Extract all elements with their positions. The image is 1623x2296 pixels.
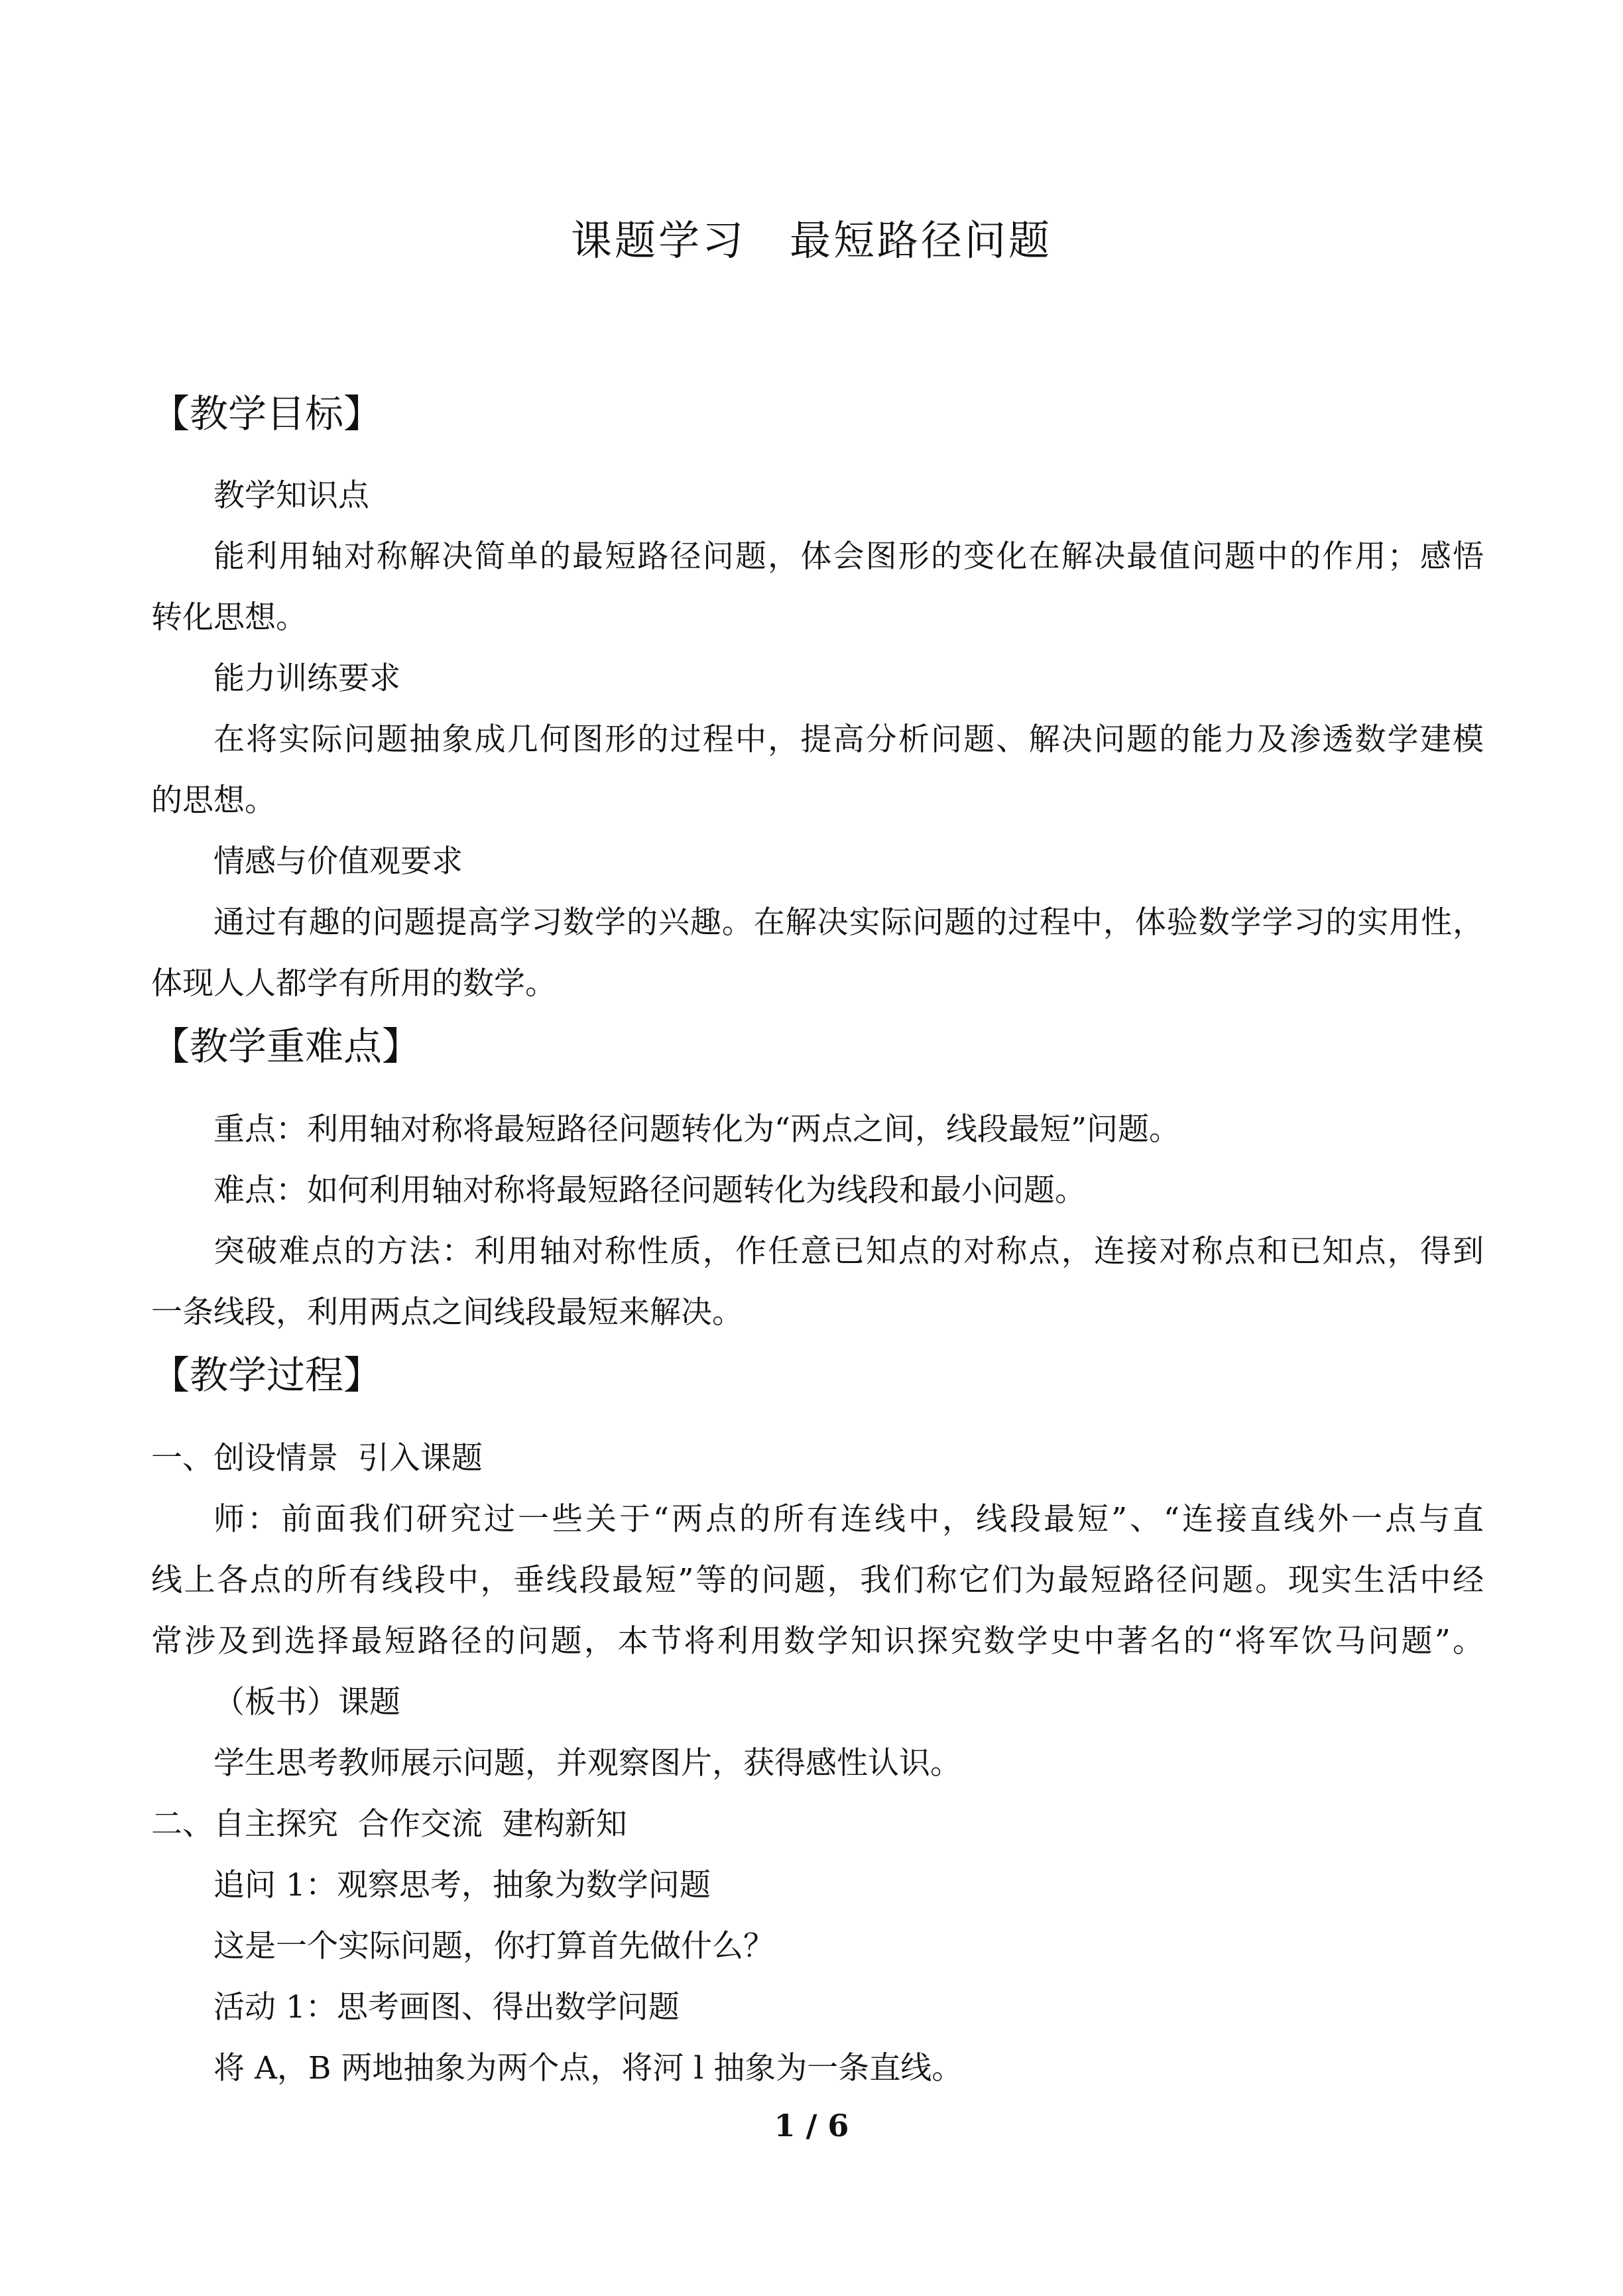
knowledge-text-line1: 能利用轴对称解决简单的最短路径问题，体会图形的变化在解决最值问题中的作用；感悟 xyxy=(213,538,1484,575)
ability-label: 能力训练要求 xyxy=(213,660,400,697)
question-text: 这是一个实际问题，你打算首先做什么？ xyxy=(213,1928,774,1964)
ability-text-line2: 的思想。 xyxy=(151,782,276,819)
abstract-text: 将 A，B 两地抽象为两个点，将河 l 抽象为一条直线。 xyxy=(213,2050,963,2086)
objectives-heading: 【教学目标】 xyxy=(151,391,383,436)
page-number: 1 / 6 xyxy=(774,2108,849,2144)
teacher-text-line1: 师：前面我们研究过一些关于“两点的所有连线中，线段最短”、“连接直线外一点与直 xyxy=(213,1501,1484,1538)
difficulty-text: 难点：如何利用轴对称将最短路径问题转化为线段和最小问题。 xyxy=(213,1172,1086,1209)
activity1-text: 活动 1：思考画图、得出数学问题 xyxy=(213,1989,680,2025)
ability-text-line1: 在将实际问题抽象成几何图形的过程中，提高分析问题、解决问题的能力及渗透数学建模 xyxy=(213,721,1484,758)
page-title: 课题学习 最短路径问题 xyxy=(570,216,1052,265)
students-text: 学生思考教师展示问题，并观察图片，获得感性认识。 xyxy=(213,1745,961,1782)
part1-title: 一、创设情景 引入课题 xyxy=(151,1440,483,1477)
emotion-label: 情感与价值观要求 xyxy=(213,843,463,880)
board-note: （板书）课题 xyxy=(213,1684,400,1721)
followup1-text: 追问 1：观察思考，抽象为数学问题 xyxy=(213,1867,711,1903)
emotion-text-line2: 体现人人都学有所用的数学。 xyxy=(151,965,556,1002)
process-heading: 【教学过程】 xyxy=(151,1353,383,1398)
method-text-line2: 一条线段，利用两点之间线段最短来解决。 xyxy=(151,1294,743,1331)
teacher-text-line3: 常涉及到选择最短路径的问题，本节将利用数学知识探究数学史中著名的“将军饮马问题”。 xyxy=(151,1623,1484,1660)
knowledge-label: 教学知识点 xyxy=(213,477,369,514)
key-points-heading: 【教学重难点】 xyxy=(151,1024,421,1069)
focus-text: 重点：利用轴对称将最短路径问题转化为“两点之间，线段最短”问题。 xyxy=(213,1111,1181,1148)
method-text-line1: 突破难点的方法：利用轴对称性质，作任意已知点的对称点，连接对称点和已知点，得到 xyxy=(213,1233,1484,1270)
knowledge-text-line2: 转化思想。 xyxy=(151,599,307,636)
emotion-text-line1: 通过有趣的问题提高学习数学的兴趣。在解决实际问题的过程中，体验数学学习的实用性， xyxy=(213,904,1484,941)
teacher-text-line2: 线上各点的所有线段中，垂线段最短”等的问题，我们称它们为最短路径问题。现实生活中经 xyxy=(151,1562,1484,1599)
part2-title: 二、自主探究 合作交流 建构新知 xyxy=(151,1806,627,1843)
